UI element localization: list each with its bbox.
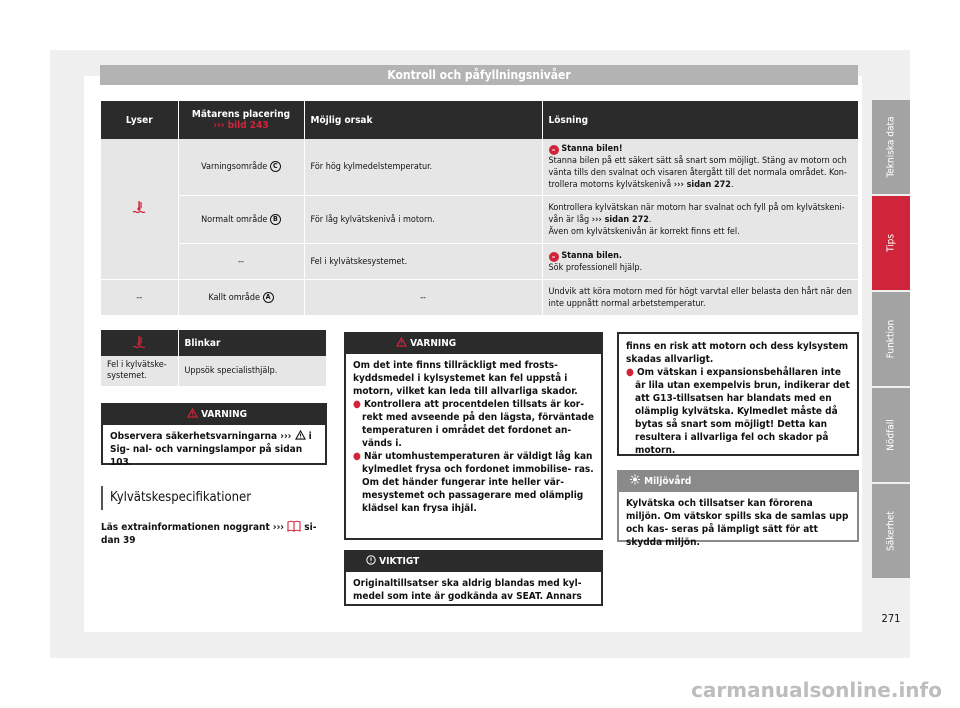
warning-title: VARNING [410,338,457,349]
losning-cell: Kontrollera kylvätskan när motorn har svalnat och fyll på om kylvätskeni- vån är låg ››› sidan 272. Även om kylvätskenivån är korrekt finns ett fel. [542,196,859,244]
col-header-losning: Lösning [542,101,859,139]
orsak-cell: -- [304,280,542,316]
lyser-cell [101,139,178,280]
note-title: VIKTIGT [379,556,420,567]
tab-funktion[interactable]: Funktion [872,292,910,386]
list-item: ● Kontrollera att procentdelen tillsats är kor- rekt med avseende på den lägsta, förväntade temperaturen i området det fordonet an- vänds i. [353,399,594,449]
warning-triangle-icon [396,338,407,349]
warning-title: VARNING [201,409,248,420]
read-more-text: Läs extrainformationen noggrant ››› si- dan 39 [101,522,317,546]
orsak-cell: Fel i kylvätskesystemet. [304,244,542,280]
badge-c: C [270,161,281,172]
table-row [101,280,859,316]
note-box-mid: VIKTIGT Originaltillsatser ska aldrig blandas med kyl- medel som inte är godkända av SEAT. Annars [344,550,603,606]
environment-title: Miljövård [644,476,692,487]
blink-icon-header [101,330,178,356]
orsak-cell: För hög kylmedelstemperatur. [304,139,542,196]
warning-triangle-icon [295,431,306,442]
blink-header: Blinkar [178,330,327,356]
tab-sakerhet[interactable]: Säkerhet [872,484,910,578]
placering-cell: Kallt område A [178,280,304,316]
badge-b: B [270,214,281,225]
blink-solution: Uppsök specialisthjälp. [178,356,327,386]
section-banner: Kontroll och påfyllningsnivåer [100,65,858,85]
chapter-tabs [872,100,910,580]
col-header-placering: Mätarens placering ››› bild 243 [178,101,304,139]
blink-table [101,330,327,386]
table-row [101,139,859,196]
book-icon [287,522,301,533]
placering-cell: Varningsområde C [178,139,304,196]
blink-cause: Fel i kylvätske- systemet. [101,356,178,386]
tab-tekniska-data[interactable]: Tekniska data [872,100,910,194]
stop-icon: – [549,145,559,155]
coolant-temperature-icon [132,207,146,217]
page-ref-link[interactable]: ››› sidan 272 [591,214,649,225]
tab-nodfall[interactable]: Nödfall [872,388,910,482]
lyser-cell: -- [101,280,178,316]
watermark: carmanualsonline.info [691,678,942,702]
info-circle-icon [366,556,376,567]
figure-link[interactable]: ››› bild 243 [213,120,269,131]
losning-cell: – Stanna bilen! Stanna bilen på ett säkert sätt så snart som möjligt. Stäng av motorn och vänta tills den svalnat och visaren återgått till det normala området. Kon- trollera motorns kylvätskenivå ››› sidan 272. [542,139,859,196]
losning-cell: Undvik att köra motorn med för högt varvtal eller belasta den hårt när den inte uppnått normal arbetstemperatur. [542,280,859,316]
orsak-cell: För låg kylvätskenivå i motorn. [304,196,542,244]
page-ref-link[interactable]: ››› sidan 272 [673,180,731,190]
stop-icon: – [549,252,559,262]
warning-box-left: VARNING Observera säkerhetsvarningarna ››› i Sig- nal- och varningslampor på sidan 103. [101,403,327,465]
badge-a: A [263,292,274,303]
coolant-temperature-icon [132,341,146,352]
warning-box-mid: VARNING Om det inte finns tillräckligt med frosts- kyddsmedel i kylsystemet kan fel uppstå i motorn, vilket kan leda till allvarliga skador. ● Kontrollera att procentdelen tillsats är kor- rekt med avseende på den lägsta, förväntade temperaturen i området det fordonet an- vänds i. ● När utomhustemperaturen är väldigt låg kan kylmedlet frysa och fordonet immobilise- ras. Om det händer fungerar inte heller vär- mesystemet och passagerare med olämplig klädsel kan frysa ihjäl. [344,332,603,540]
list-item: ● När utomhustemperaturen är väldigt låg kan kylmedlet frysa och fordonet immobilise- ras. Om det händer fungerar inte heller vär- mesystemet och passagerare med olämplig klädsel kan frysa ihjäl. [353,451,594,514]
coolant-indicator-table [101,101,859,316]
placering-cell: -- [178,244,304,280]
placering-cell: Normalt område B [178,196,304,244]
table-row [101,244,859,280]
environment-box: Miljövård Kylvätska och tillsatser kan förorena miljön. Om vätskor spills ska de samlas upp och kas- seras på lämpligt sätt för att skydda miljön. [617,470,859,542]
losning-cell: – Stanna bilen. Sök professionell hjälp. [542,244,859,280]
warning-triangle-icon [187,409,201,420]
page-number: 271 [881,612,901,625]
section-title: Kylvätskespecifikationer [101,486,327,510]
tab-tips[interactable]: Tips [872,196,910,290]
col-header-lyser: Lyser [101,101,178,139]
table-row [101,196,859,244]
list-item: ● Om vätskan i expansionsbehållaren inte är lila utan exempelvis brun, indikerar det att G13-tillsatsen har blandats med en olämplig kylvätska. Kylmedlet måste då bytas så snart som möjligt! Detta kan resultera i allvarliga fel och skador på motorn. [626,367,850,456]
table-row [101,356,327,386]
col-header-orsak: Möjlig orsak [304,101,542,139]
environment-icon [629,476,641,487]
warning-continued-box: finns en risk att motorn och dess kylsystem skadas allvarligt. ● Om vätskan i expansionsbehållaren inte är lila utan exempelvis brun, indikerar det att G13-tillsatsen har blandats med en olämplig kylvätska. Kylmedlet måste då bytas så snart som möjligt! Detta kan resultera i allvarliga fel och skador på motorn. [617,332,859,456]
